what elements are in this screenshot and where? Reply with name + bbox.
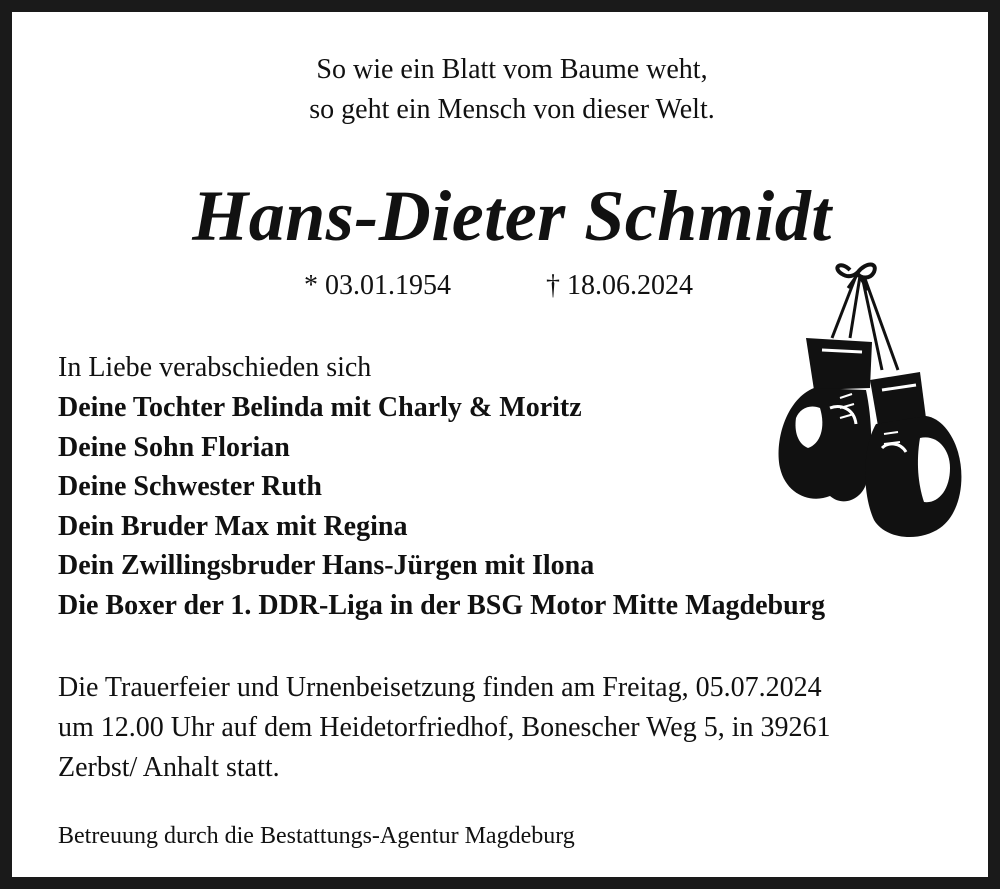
- deceased-name: Hans-Dieter Schmidt: [192, 176, 832, 256]
- mourner-item: Deine Tochter Belinda mit Charly & Moritz: [58, 392, 582, 423]
- mourner-item: Deine Sohn Florian: [58, 431, 290, 463]
- ceremony-line: Die Trauerfeier und Urnenbeisetzung finden am Freitag, 05.07.2024: [58, 672, 822, 703]
- poem-line-1: So wie ein Blatt vom Baume weht,: [316, 54, 708, 85]
- death-date: † 18.06.2024: [546, 270, 693, 301]
- birth-date: * 03.01.1954: [304, 270, 451, 301]
- ceremony-line: Zerbst/ Anhalt statt.: [58, 752, 280, 783]
- funeral-agency-note: Betreuung durch die Bestattungs-Agentur Magdeburg: [58, 823, 575, 849]
- mourner-item: Dein Zwillingsbruder Hans-Jürgen mit Ilona: [58, 550, 595, 581]
- ceremony-notice: [58, 668, 978, 788]
- farewell-intro: In Liebe verabschieden sich: [58, 352, 372, 383]
- mourners-list: [58, 388, 825, 625]
- poem-line-2: so geht ein Mensch von dieser Welt.: [309, 94, 715, 125]
- mourner-item: Dein Bruder Max mit Regina: [58, 510, 408, 542]
- mourner-item: Die Boxer der 1. DDR-Liga in der BSG Motor Mitte Magdeburg: [58, 589, 826, 621]
- mourner-item: Deine Schwester Ruth: [58, 471, 322, 502]
- ceremony-line: um 12.00 Uhr auf dem Heidetorfriedhof, Bonescher Weg 5, in 39261: [58, 712, 831, 743]
